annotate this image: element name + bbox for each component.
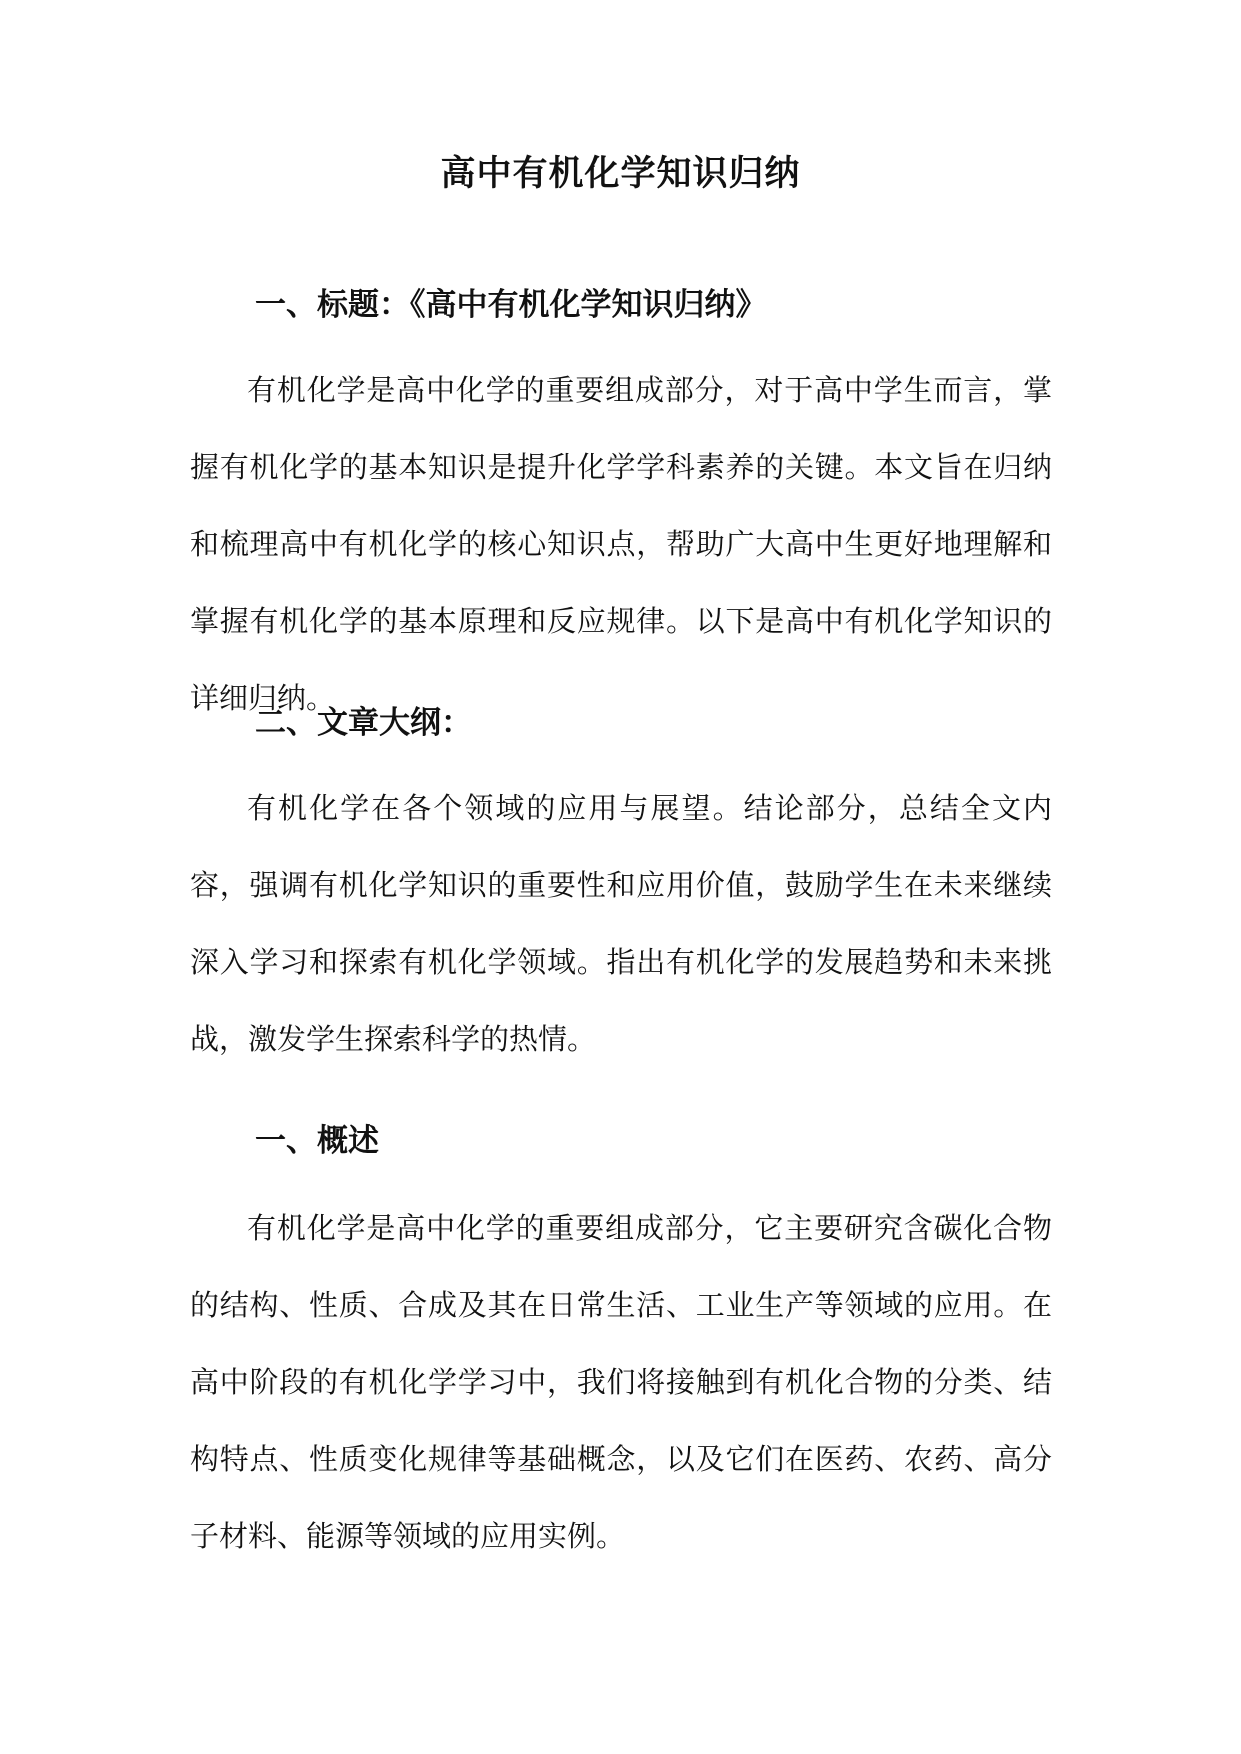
section-paragraph-overview: 有机化学是高中化学的重要组成部分，它主要研究含碳化合物的结构、性质、合成及其在日常生活、工业生产等领域的应用。在高中阶段的有机化学学习中，我们将接触到有机化合物的分类、结构特点、性质变化规律等基础概念，以及它们在医药、农药、高分子材料、能源等领域的应用实例。 [190,1211,1052,1553]
section-paragraph-outline: 有机化学在各个领域的应用与展望。结论部分，总结全文内容，强调有机化学知识的重要性和应用价值，鼓励学生在未来继续深入学习和探索有机化学领域。指出有机化学的发展趋势和未来挑战，激发学生探索科学的热情。 [190,791,1052,1056]
section-paragraph-intro: 有机化学是高中化学的重要组成部分，对于高中学生而言，掌握有机化学的基本知识是提升化学学科素养的关键。本文旨在归纳和梳理高中有机化学的核心知识点，帮助广大高中生更好地理解和掌握有机化学的基本原理和反应规律。以下是高中有机化学知识的详细归纳。 [190,373,1052,715]
document-title: 高中有机化学知识归纳 [440,153,801,194]
section-heading-title: 一、标题：《高中有机化学知识归纳》 [255,287,767,323]
section-heading-outline: 二、文章大纲： [255,705,472,741]
section-heading-overview: 一、概述 [255,1123,379,1159]
